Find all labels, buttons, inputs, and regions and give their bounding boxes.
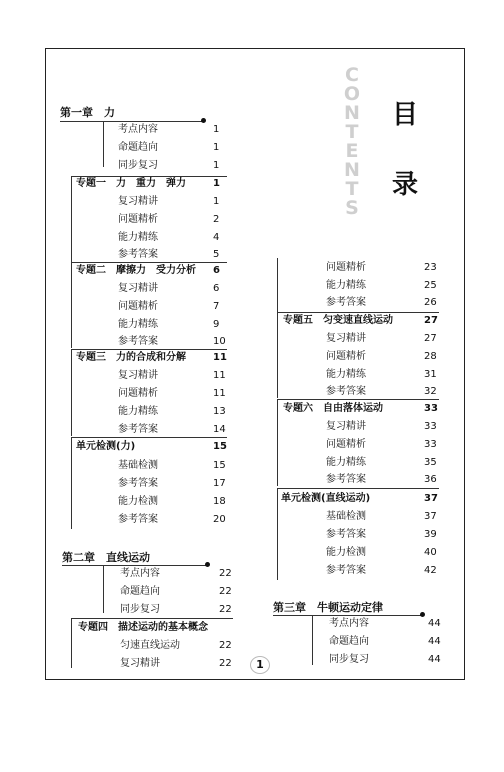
- page-frame: [45, 48, 465, 680]
- toc-page: 27: [424, 333, 437, 344]
- toc-item[interactable]: 参考答案: [118, 336, 158, 347]
- toc-item[interactable]: 能力精练: [118, 406, 158, 417]
- toc-page: 25: [424, 280, 437, 291]
- toc-item[interactable]: 参考答案: [326, 386, 366, 397]
- toc-item[interactable]: 同步复习: [120, 604, 160, 615]
- heading-lu: 录: [392, 170, 419, 200]
- toc-item[interactable]: 参考答案: [118, 478, 158, 489]
- toc-page: 36: [424, 474, 437, 485]
- topic-title[interactable]: 专题二 摩擦力 受力分析: [76, 265, 196, 276]
- topic-2-bracket: [71, 262, 72, 348]
- topic-5-bracket: [277, 312, 278, 398]
- toc-page: 22: [219, 604, 232, 615]
- toc-page: 14: [213, 424, 226, 435]
- chapter-1-bracket: [103, 121, 104, 167]
- unit-test-rule: [71, 437, 227, 438]
- toc-page: 1: [213, 178, 220, 189]
- toc-page: 1: [213, 160, 220, 171]
- topic-1-rule: [71, 176, 227, 177]
- toc-item[interactable]: 问题精析: [118, 388, 158, 399]
- topic-1-bracket: [71, 176, 72, 262]
- toc-page: 10: [213, 336, 226, 347]
- toc-page: 33: [424, 403, 438, 414]
- toc-item[interactable]: 能力精练: [118, 232, 158, 243]
- toc-page: 37: [424, 511, 437, 522]
- topic-title[interactable]: 专题四 描述运动的基本概念: [78, 622, 208, 633]
- toc-page: 7: [213, 301, 220, 312]
- toc-page: 1: [213, 142, 220, 153]
- toc-page: 22: [219, 586, 232, 597]
- toc-page: 39: [424, 529, 437, 540]
- toc-page: 28: [424, 351, 437, 362]
- contents-watermark: C O N T E N T S: [343, 64, 361, 219]
- topic-title[interactable]: 专题五 匀变速直线运动: [283, 315, 393, 326]
- topic-6-bracket: [277, 399, 278, 486]
- chapter-2-title[interactable]: 第二章 直线运动: [62, 551, 150, 564]
- toc-page: 11: [213, 352, 227, 363]
- toc-page: 22: [219, 658, 232, 669]
- toc-page: 35: [424, 457, 437, 468]
- toc-page: 26: [424, 297, 437, 308]
- toc-page: 1: [213, 124, 220, 135]
- toc-item[interactable]: 命题趋向: [329, 636, 369, 647]
- topic-title[interactable]: 单元检测(直线运动): [281, 493, 371, 504]
- toc-item[interactable]: 复习精讲: [326, 333, 366, 344]
- topic-4-bracket: [71, 618, 72, 668]
- toc-item[interactable]: 基础检测: [326, 511, 366, 522]
- toc-item[interactable]: 能力精练: [326, 457, 366, 468]
- chapter-2-rule: [62, 565, 208, 566]
- toc-item[interactable]: 能力精练: [326, 280, 366, 291]
- topic-4-rule: [71, 618, 233, 619]
- toc-page: 22: [219, 640, 232, 651]
- toc-page: 44: [428, 654, 441, 665]
- unit-test-bracket: [71, 437, 72, 529]
- topic-title[interactable]: 单元检测(力): [76, 441, 136, 452]
- toc-page: 4: [213, 232, 220, 243]
- toc-item[interactable]: 问题精析: [326, 351, 366, 362]
- toc-page: 11: [213, 388, 226, 399]
- topic-3-bracket: [71, 349, 72, 436]
- toc-item[interactable]: 问题精析: [118, 301, 158, 312]
- topic-2-rule: [71, 262, 227, 263]
- chapter-2-bracket: [103, 565, 104, 613]
- toc-item[interactable]: 问题精析: [118, 214, 158, 225]
- chapter-3-title[interactable]: 第三章 牛顿运动定律: [273, 601, 383, 614]
- toc-page: 13: [213, 406, 226, 417]
- toc-item[interactable]: 能力检测: [326, 547, 366, 558]
- topic-6-rule: [277, 399, 439, 400]
- toc-item[interactable]: 参考答案: [326, 529, 366, 540]
- chapter-1-dot: [201, 118, 206, 123]
- toc-item[interactable]: 能力检测: [118, 496, 158, 507]
- topic-title[interactable]: 专题六 自由落体运动: [283, 403, 383, 414]
- continuation-bracket: [277, 258, 278, 312]
- chapter-3-bracket: [312, 615, 313, 665]
- toc-page: 33: [424, 421, 437, 432]
- toc-item[interactable]: 参考答案: [326, 297, 366, 308]
- toc-item[interactable]: 命题趋向: [118, 142, 158, 153]
- toc-page: 27: [424, 315, 438, 326]
- toc-item[interactable]: 复习精讲: [326, 421, 366, 432]
- toc-item[interactable]: 同步复习: [118, 160, 158, 171]
- chapter-3-dot: [420, 612, 425, 617]
- toc-page: 11: [213, 370, 226, 381]
- toc-page: 5: [213, 249, 220, 260]
- chapter-3-rule: [273, 615, 423, 616]
- toc-item[interactable]: 复习精讲: [118, 370, 158, 381]
- toc-page: 15: [213, 460, 226, 471]
- toc-item[interactable]: 参考答案: [326, 474, 366, 485]
- toc-item[interactable]: 匀速直线运动: [120, 640, 180, 651]
- topic-3-rule: [71, 349, 227, 350]
- chapter-1-title[interactable]: 第一章 力: [60, 106, 115, 119]
- toc-page: 6: [213, 283, 220, 294]
- toc-page: 17: [213, 478, 226, 489]
- chapter-2-dot: [205, 562, 210, 567]
- toc-item[interactable]: 同步复习: [329, 654, 369, 665]
- toc-item[interactable]: 考点内容: [118, 124, 158, 135]
- toc-page: 18: [213, 496, 226, 507]
- chapter-1-rule: [60, 121, 204, 122]
- toc-item[interactable]: 问题精析: [326, 262, 366, 273]
- toc-item[interactable]: 能力精练: [118, 319, 158, 330]
- toc-item[interactable]: 考点内容: [120, 568, 160, 579]
- toc-page: 33: [424, 439, 437, 450]
- toc-item[interactable]: 考点内容: [329, 618, 369, 629]
- toc-item[interactable]: 复习精讲: [118, 196, 158, 207]
- toc-item[interactable]: 基础检测: [118, 460, 158, 471]
- toc-item[interactable]: 参考答案: [326, 565, 366, 576]
- toc-page: 6: [213, 265, 220, 276]
- toc-page: 37: [424, 493, 438, 504]
- topic-5-rule: [277, 312, 439, 313]
- toc-page: 31: [424, 369, 437, 380]
- toc-item[interactable]: 参考答案: [118, 424, 158, 435]
- toc-item[interactable]: 能力精练: [326, 369, 366, 380]
- toc-page: 44: [428, 618, 441, 629]
- toc-item[interactable]: 问题精析: [326, 439, 366, 450]
- unit-test-2-bracket: [277, 488, 278, 580]
- toc-page: 23: [424, 262, 437, 273]
- toc-page: 2: [213, 214, 220, 225]
- topic-title[interactable]: 专题一 力 重力 弹力: [76, 178, 186, 189]
- topic-title[interactable]: 专题三 力的合成和分解: [76, 352, 186, 363]
- toc-page: 9: [213, 319, 220, 330]
- toc-page: 15: [213, 441, 227, 452]
- heading-mu: 目: [392, 100, 419, 130]
- toc-page: 32: [424, 386, 437, 397]
- toc-page: 42: [424, 565, 437, 576]
- toc-page: 40: [424, 547, 437, 558]
- toc-page: 1: [213, 196, 220, 207]
- toc-item[interactable]: 参考答案: [118, 514, 158, 525]
- toc-page: 44: [428, 636, 441, 647]
- toc-item[interactable]: 复习精讲: [120, 658, 160, 669]
- toc-item[interactable]: 命题趋向: [120, 586, 160, 597]
- toc-page: 22: [219, 568, 232, 579]
- toc-page: 20: [213, 514, 226, 525]
- page-number: 1: [250, 656, 270, 674]
- unit-test-2-rule: [277, 488, 439, 489]
- toc-item[interactable]: 复习精讲: [118, 283, 158, 294]
- toc-item[interactable]: 参考答案: [118, 249, 158, 260]
